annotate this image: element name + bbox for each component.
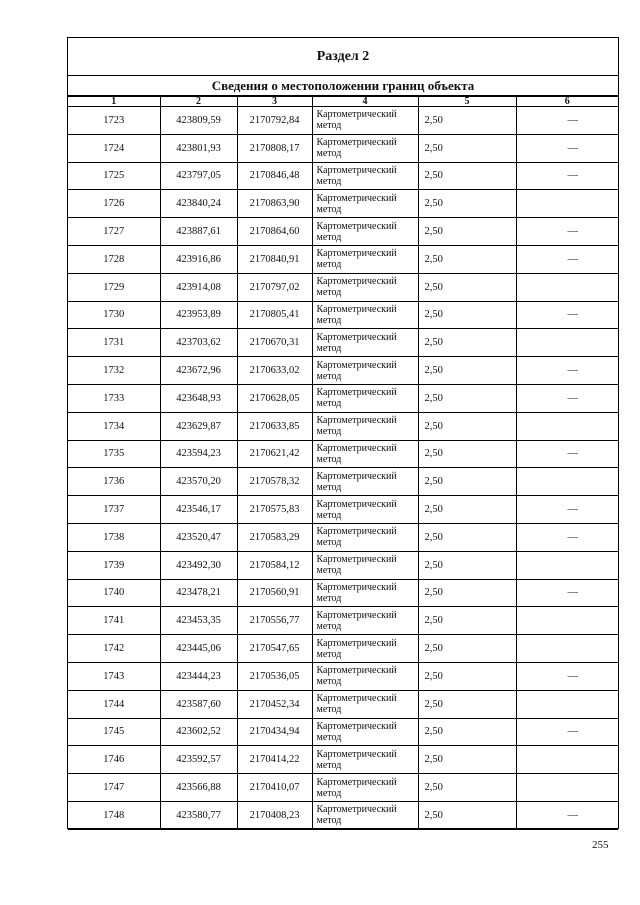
cell-accuracy: 2,50	[418, 774, 516, 802]
cell-method: Картометрический метод	[312, 440, 418, 468]
cell-coord-x: 423580,77	[160, 801, 237, 829]
column-header: 3	[237, 97, 312, 107]
cell-point-number: 1739	[68, 551, 160, 579]
cell-accuracy: 2,50	[418, 523, 516, 551]
cell-point-number: 1723	[68, 107, 160, 135]
cell-point-number: 1735	[68, 440, 160, 468]
cell-coord-y: 2170633,85	[237, 412, 312, 440]
boundary-points-table	[68, 96, 618, 830]
cell-coord-x: 423602,52	[160, 718, 237, 746]
table-row	[68, 162, 618, 190]
cell-coord-x: 423587,60	[160, 690, 237, 718]
cell-accuracy: 2,50	[418, 412, 516, 440]
cell-coord-y: 2170434,94	[237, 718, 312, 746]
cell-coord-y: 2170583,29	[237, 523, 312, 551]
cell-description	[516, 607, 618, 635]
cell-description: —	[516, 496, 618, 524]
cell-coord-x: 423592,57	[160, 746, 237, 774]
table-row	[68, 551, 618, 579]
table-row	[68, 579, 618, 607]
cell-coord-x: 423445,06	[160, 635, 237, 663]
cell-point-number: 1729	[68, 273, 160, 301]
table-row	[68, 273, 618, 301]
cell-coord-y: 2170575,83	[237, 496, 312, 524]
cell-method: Картометрический метод	[312, 357, 418, 385]
cell-accuracy: 2,50	[418, 718, 516, 746]
cell-coord-y: 2170556,77	[237, 607, 312, 635]
section-subtitle: Сведения о местоположении границ объекта	[68, 76, 618, 96]
cell-point-number: 1728	[68, 245, 160, 273]
cell-accuracy: 2,50	[418, 107, 516, 135]
cell-description	[516, 551, 618, 579]
cell-coord-x: 423703,62	[160, 329, 237, 357]
table-row	[68, 662, 618, 690]
cell-method: Картометрический метод	[312, 190, 418, 218]
cell-coord-x: 423520,47	[160, 523, 237, 551]
cell-coord-x: 423953,89	[160, 301, 237, 329]
table-row	[68, 746, 618, 774]
table-row	[68, 190, 618, 218]
cell-point-number: 1746	[68, 746, 160, 774]
cell-method: Картометрический метод	[312, 496, 418, 524]
table-row	[68, 523, 618, 551]
cell-accuracy: 2,50	[418, 357, 516, 385]
cell-coord-x: 423648,93	[160, 384, 237, 412]
cell-method: Картометрический метод	[312, 412, 418, 440]
cell-method: Картометрический метод	[312, 662, 418, 690]
table-row	[68, 107, 618, 135]
header-row	[68, 97, 618, 107]
cell-method: Картометрический метод	[312, 384, 418, 412]
cell-coord-y: 2170628,05	[237, 384, 312, 412]
cell-point-number: 1740	[68, 579, 160, 607]
cell-coord-x: 423478,21	[160, 579, 237, 607]
cell-coord-x: 423672,96	[160, 357, 237, 385]
table-row	[68, 496, 618, 524]
cell-description: —	[516, 301, 618, 329]
cell-description	[516, 190, 618, 218]
cell-description: —	[516, 107, 618, 135]
cell-method: Картометрический метод	[312, 301, 418, 329]
cell-point-number: 1736	[68, 468, 160, 496]
table-row	[68, 468, 618, 496]
cell-method: Картометрический метод	[312, 329, 418, 357]
cell-description: —	[516, 440, 618, 468]
column-header: 5	[418, 97, 516, 107]
cell-coord-y: 2170840,91	[237, 245, 312, 273]
cell-coord-y: 2170536,05	[237, 662, 312, 690]
table-row	[68, 301, 618, 329]
cell-method: Картометрический метод	[312, 134, 418, 162]
cell-method: Картометрический метод	[312, 107, 418, 135]
cell-coord-x: 423594,23	[160, 440, 237, 468]
cell-description	[516, 746, 618, 774]
cell-coord-y: 2170846,48	[237, 162, 312, 190]
table-row	[68, 245, 618, 273]
table-row	[68, 607, 618, 635]
cell-method: Картометрический метод	[312, 162, 418, 190]
table-row	[68, 774, 618, 802]
cell-description	[516, 468, 618, 496]
cell-point-number: 1741	[68, 607, 160, 635]
cell-point-number: 1738	[68, 523, 160, 551]
cell-accuracy: 2,50	[418, 607, 516, 635]
cell-method: Картометрический метод	[312, 607, 418, 635]
cell-coord-x: 423566,88	[160, 774, 237, 802]
cell-coord-y: 2170547,65	[237, 635, 312, 663]
table-row	[68, 384, 618, 412]
cell-coord-x: 423444,23	[160, 662, 237, 690]
cell-description	[516, 412, 618, 440]
table-row	[68, 635, 618, 663]
cell-accuracy: 2,50	[418, 551, 516, 579]
cell-coord-y: 2170797,02	[237, 273, 312, 301]
cell-coord-x: 423809,59	[160, 107, 237, 135]
cell-point-number: 1734	[68, 412, 160, 440]
page-number: 255	[592, 839, 609, 851]
cell-accuracy: 2,50	[418, 440, 516, 468]
cell-accuracy: 2,50	[418, 245, 516, 273]
cell-coord-x: 423453,35	[160, 607, 237, 635]
cell-method: Картометрический метод	[312, 718, 418, 746]
cell-description: —	[516, 384, 618, 412]
cell-point-number: 1747	[68, 774, 160, 802]
cell-coord-x: 423914,08	[160, 273, 237, 301]
cell-coord-y: 2170808,17	[237, 134, 312, 162]
cell-coord-x: 423629,87	[160, 412, 237, 440]
cell-coord-y: 2170805,41	[237, 301, 312, 329]
table-row	[68, 357, 618, 385]
cell-method: Картометрический метод	[312, 801, 418, 829]
cell-coord-y: 2170670,31	[237, 329, 312, 357]
cell-accuracy: 2,50	[418, 301, 516, 329]
table-row	[68, 329, 618, 357]
cell-accuracy: 2,50	[418, 329, 516, 357]
cell-accuracy: 2,50	[418, 384, 516, 412]
cell-method: Картометрический метод	[312, 579, 418, 607]
cell-coord-x: 423797,05	[160, 162, 237, 190]
cell-accuracy: 2,50	[418, 662, 516, 690]
cell-accuracy: 2,50	[418, 746, 516, 774]
cell-description	[516, 690, 618, 718]
table-row	[68, 801, 618, 829]
cell-coord-y: 2170584,12	[237, 551, 312, 579]
cell-coord-x: 423840,24	[160, 190, 237, 218]
column-header: 1	[68, 97, 160, 107]
cell-description: —	[516, 718, 618, 746]
cell-method: Картометрический метод	[312, 690, 418, 718]
cell-method: Картометрический метод	[312, 635, 418, 663]
cell-point-number: 1745	[68, 718, 160, 746]
cell-description: —	[516, 218, 618, 246]
table-row	[68, 440, 618, 468]
cell-coord-x: 423916,86	[160, 245, 237, 273]
cell-method: Картометрический метод	[312, 774, 418, 802]
cell-coord-y: 2170414,22	[237, 746, 312, 774]
cell-accuracy: 2,50	[418, 273, 516, 301]
cell-accuracy: 2,50	[418, 190, 516, 218]
cell-point-number: 1743	[68, 662, 160, 690]
cell-point-number: 1737	[68, 496, 160, 524]
cell-coord-x: 423492,30	[160, 551, 237, 579]
cell-method: Картометрический метод	[312, 551, 418, 579]
cell-description: —	[516, 523, 618, 551]
cell-method: Картометрический метод	[312, 468, 418, 496]
cell-coord-y: 2170863,90	[237, 190, 312, 218]
cell-accuracy: 2,50	[418, 134, 516, 162]
cell-description: —	[516, 579, 618, 607]
cell-description: —	[516, 357, 618, 385]
cell-description: —	[516, 245, 618, 273]
cell-point-number: 1724	[68, 134, 160, 162]
cell-coord-y: 2170578,32	[237, 468, 312, 496]
cell-accuracy: 2,50	[418, 801, 516, 829]
cell-description: —	[516, 134, 618, 162]
table-row	[68, 690, 618, 718]
cell-description: —	[516, 162, 618, 190]
cell-point-number: 1733	[68, 384, 160, 412]
cell-point-number: 1732	[68, 357, 160, 385]
cell-point-number: 1731	[68, 329, 160, 357]
cell-method: Картометрический метод	[312, 245, 418, 273]
cell-description: —	[516, 662, 618, 690]
table-row	[68, 134, 618, 162]
cell-coord-y: 2170621,42	[237, 440, 312, 468]
cell-point-number: 1727	[68, 218, 160, 246]
cell-method: Картометрический метод	[312, 218, 418, 246]
cell-coord-y: 2170792,84	[237, 107, 312, 135]
cell-method: Картометрический метод	[312, 273, 418, 301]
cell-coord-y: 2170408,23	[237, 801, 312, 829]
cell-coord-x: 423887,61	[160, 218, 237, 246]
cell-coord-y: 2170560,91	[237, 579, 312, 607]
table-row	[68, 718, 618, 746]
cell-accuracy: 2,50	[418, 468, 516, 496]
cell-point-number: 1748	[68, 801, 160, 829]
cell-description	[516, 635, 618, 663]
cell-coord-x: 423570,20	[160, 468, 237, 496]
cell-description: —	[516, 801, 618, 829]
cell-accuracy: 2,50	[418, 162, 516, 190]
cell-point-number: 1744	[68, 690, 160, 718]
table-row	[68, 412, 618, 440]
cell-description	[516, 774, 618, 802]
column-header: 2	[160, 97, 237, 107]
cell-coord-y: 2170410,07	[237, 774, 312, 802]
column-header: 6	[516, 97, 618, 107]
cell-accuracy: 2,50	[418, 218, 516, 246]
cell-coord-y: 2170633,02	[237, 357, 312, 385]
table-row	[68, 218, 618, 246]
cell-coord-y: 2170452,34	[237, 690, 312, 718]
cell-accuracy: 2,50	[418, 635, 516, 663]
cell-point-number: 1742	[68, 635, 160, 663]
cell-point-number: 1726	[68, 190, 160, 218]
cell-point-number: 1725	[68, 162, 160, 190]
document-frame	[67, 37, 619, 829]
cell-point-number: 1730	[68, 301, 160, 329]
cell-method: Картометрический метод	[312, 523, 418, 551]
cell-coord-x: 423546,17	[160, 496, 237, 524]
cell-description	[516, 329, 618, 357]
cell-accuracy: 2,50	[418, 579, 516, 607]
cell-method: Картометрический метод	[312, 746, 418, 774]
cell-coord-x: 423801,93	[160, 134, 237, 162]
cell-description	[516, 273, 618, 301]
cell-accuracy: 2,50	[418, 496, 516, 524]
column-header: 4	[312, 97, 418, 107]
section-title: Раздел 2	[68, 38, 618, 76]
cell-coord-y: 2170864,60	[237, 218, 312, 246]
cell-accuracy: 2,50	[418, 690, 516, 718]
